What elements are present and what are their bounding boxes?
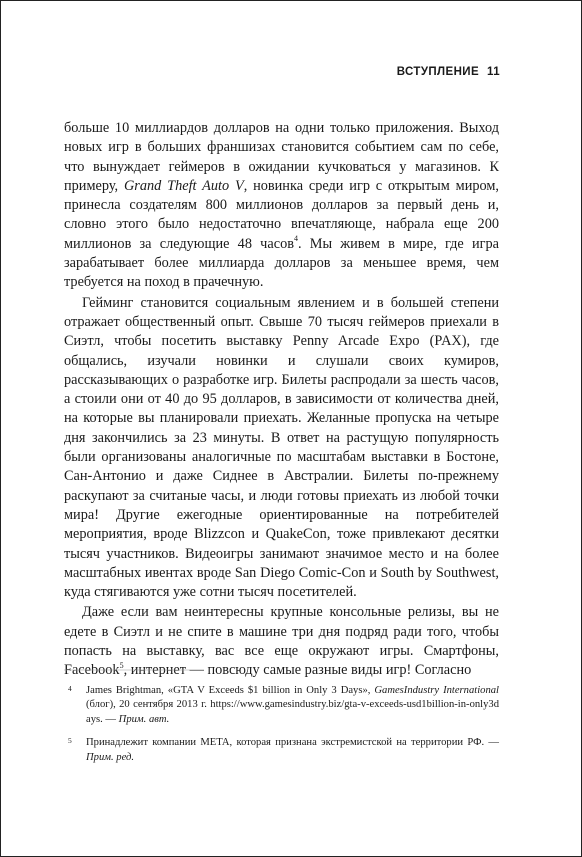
paragraph-3-text-a: Даже если вам неинтересны крупные консольные релизы, вы не едете в Сиэтл и не спите в машине три дня подряд ради того, чтобы попасть на выставку, вас все еще окружают игры. Смартфоны, Facebook: [64, 604, 499, 679]
paragraph-3-text-b: , интернет — повсюду самые разные виды игр! Согласно: [123, 662, 472, 679]
footnote-source: GamesIndustry International: [374, 685, 499, 696]
footnote-text: (блог), 20 сентября 2013 г.: [86, 699, 211, 711]
footnote-5: [64, 736, 499, 765]
running-head: [397, 66, 500, 78]
footnote-link[interactable]: https://www.gamesindustry.biz/gta-v-exceeds-usd1billion-in-only3days: [86, 699, 499, 725]
footnotes: [64, 684, 499, 765]
paragraph-1-text-b: , новинка среди игр с открытым миром, принесла создателям 800 миллионов долларов за первый день и, словно этого было недостаточно впечатляюще, набрала еще 200 миллионов за следующие 48 часов: [64, 177, 499, 252]
footnote-note: Прим. авт.: [118, 713, 170, 725]
footnote-separator: [64, 669, 204, 671]
paragraph-1-text-c: . Мы живем в мире, где игра зарабатывает более миллиарда долларов за меньшее время, чем требуется на поход в прачечную.: [64, 235, 499, 291]
footnote-ref-5[interactable]: 5: [119, 660, 124, 670]
section-title: ВСТУПЛЕНИЕ: [396, 66, 480, 78]
page-number: 11: [487, 66, 500, 78]
footnote-note: Прим. ред.: [86, 751, 135, 763]
footnote-number: 5: [68, 736, 72, 746]
footnote-text: . —: [100, 713, 119, 725]
game-title: Grand Theft Auto V: [123, 177, 244, 194]
footnote-ref-4[interactable]: 4: [293, 234, 298, 244]
footnote-number: 4: [68, 684, 72, 693]
paragraph-1-text-a: больше 10 миллиардов долларов на одни только приложения. Выход новых игр в больших франшизах становится событием сам по себе, что вынуждает геймеров в ожидании кучковаться у магазинов. К примеру,: [64, 120, 499, 194]
footnote-4: [64, 684, 499, 727]
footnote-text: Принадлежит компании META, которая признана экстремистской на территории РФ. —: [86, 737, 499, 749]
paragraph-1: [64, 119, 499, 293]
paragraph-2: Гейминг становится социальным явлением и в большей степени отражает общественный опыт. Свыше 70 тысяч геймеров приехали в Сиэтл, чтобы посетить выставку Penny Arcade Expo (PAX), где общались, изучали новинки и слушали своих кумиров, рассказывающих о разработке игр. Билеты распродали за шесть часов, а стоили они от 40 до 95 долларов, в зависимости от количества дней, на которые вы планировали приехать. Желанные пропуска на четыре дня закончились за 23 минуты. В ответ на растущую популярность были организованы аналогичные по масштабам выставки в Бостоне, Сан-Антонио и даже Сиднее в Австралии. Билеты по-прежнему раскупают за считаные часы, и люди готовы приехать из любой точки мира! Другие ежегодные ориентированные на потребителей мероприятия, вроде Blizzcon и QuakeCon, тоже привлекают десятки тысяч участников. Видеоигры занимают значимое место и на более масштабных ивентах вроде San Diego Comic-Con и South by Southwest, куда стягиваются уже сотни тысяч посетителей.: [64, 294, 499, 601]
body-text: [64, 119, 499, 681]
footnote-text: James Brightman, «GTA V Exceeds $1 billion in Only 3 Days»,: [86, 685, 375, 696]
